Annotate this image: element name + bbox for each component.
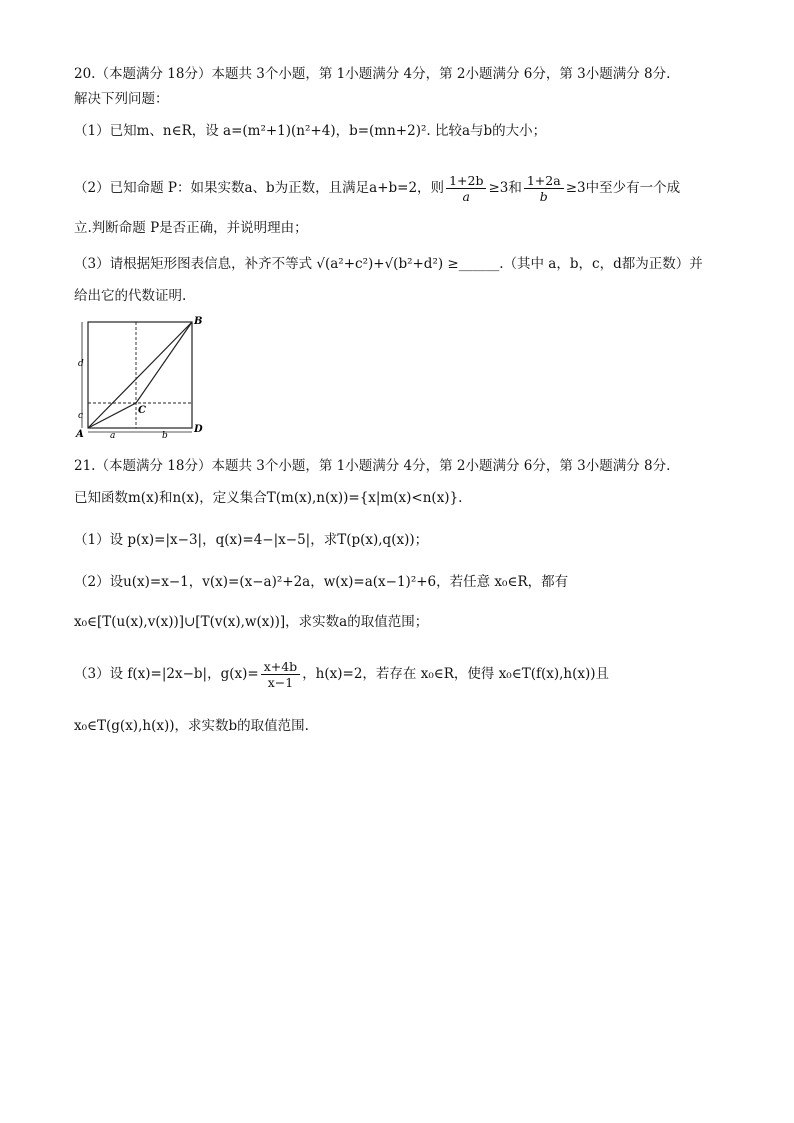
rectangle-figure	[74, 314, 214, 442]
figure-label-D: D	[194, 424, 203, 435]
q21-part3	[74, 656, 724, 692]
figure-label-C: C	[138, 405, 146, 416]
figure-label-a: a	[110, 431, 116, 441]
q21-fraction	[261, 659, 300, 690]
q20-header: 20.（本题满分 18分）本题共 3个小题，第 1小题满分 4分，第 2小题满分 6分，第 3小题满分 8分.	[74, 66, 671, 82]
q21-part2-line2: x₀∈[T(u(x),v(x))]∪[T(v(x),w(x))]，求实数a的取值范围；	[74, 614, 429, 630]
q20-intro: 解决下列问题：	[74, 91, 169, 107]
q20-fraction-1	[446, 173, 486, 204]
figure-segment-ac	[88, 403, 136, 428]
q20-part2-suffix: ≥3中至少有一个成	[565, 180, 681, 196]
q21-part3-prefix: （3）设 f(x)=|2x−b|，g(x)=	[74, 666, 259, 682]
q21-fraction-numerator: x+4b	[261, 659, 300, 675]
q20-fraction-1-numerator: 1+2b	[446, 173, 486, 189]
figure-segment-cb	[136, 322, 192, 403]
q21-fraction-denominator: x−1	[267, 675, 294, 690]
q20-part3: （3）请根据矩形图表信息，补齐不等式 √(a²+c²)+√(b²+d²) ≥______.（其中 a，b，c，d都为正数）并	[74, 256, 703, 272]
q20-fraction-1-denominator: a	[462, 189, 470, 204]
figure-label-A: A	[76, 429, 84, 440]
q20-part3-line2: 给出它的代数证明.	[74, 288, 187, 304]
q20-fraction-2	[524, 173, 564, 204]
q20-part1: （1）已知m、n∈R，设 a=(m²+1)(n²+4)，b=(mn+2)². 比较a与b的大小；	[74, 123, 547, 139]
q20-part2-line2: 立.判断命题 P是否正确，并说明理由；	[74, 220, 308, 236]
q20-fraction-2-numerator: 1+2a	[524, 173, 564, 189]
figure-label-d: d	[78, 359, 84, 369]
q21-part2: （2）设u(x)=x−1，v(x)=(x−a)²+2a，w(x)=a(x−1)²+6，若任意 x₀∈R，都有	[74, 574, 569, 590]
q20-part2-prefix: （2）已知命题 P：如果实数a、b为正数，且满足a+b=2，则	[74, 180, 445, 196]
figure-label-b: b	[162, 431, 168, 441]
q21-header: 21.（本题满分 18分）本题共 3个小题，第 1小题满分 4分，第 2小题满分 6分，第 3小题满分 8分.	[74, 458, 671, 474]
q20-part2-middle: ≥3和	[488, 180, 522, 196]
q21-part3-suffix: ，h(x)=2，若存在 x₀∈R，使得 x₀∈T(f(x),h(x))且	[302, 666, 610, 682]
figure-label-B: B	[194, 316, 203, 327]
q21-part1: （1）设 p(x)=|x−3|，q(x)=4−|x−5|，求T(p(x),q(x))；	[74, 532, 429, 548]
q21-intro: 已知函数m(x)和n(x)，定义集合T(m(x),n(x))={x|m(x)<n(x)}.	[74, 490, 463, 506]
q20-part2	[74, 170, 724, 206]
figure-label-c: c	[78, 411, 84, 421]
q21-part3-line2: x₀∈T(g(x),h(x))，求实数b的取值范围.	[74, 718, 309, 734]
q20-fraction-2-denominator: b	[539, 189, 548, 204]
rectangle-figure-svg	[74, 314, 214, 442]
